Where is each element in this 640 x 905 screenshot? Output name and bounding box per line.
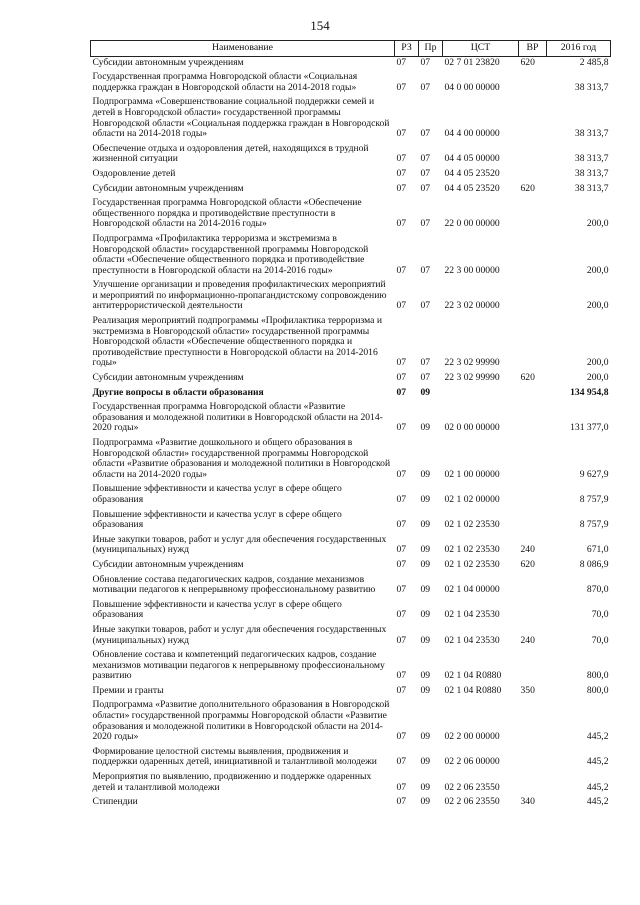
cell-name: Подпрограмма «Совершенствование социальной поддержки семей и детей в Новгородской области» государственной программы Новгородской области «Социальная поддержка граждан в Новгородской области на 2014-2018 годы» (92, 96, 390, 140)
cell-amount: 131 377,0 (570, 422, 609, 434)
cell-cst (443, 387, 519, 402)
cell-vr (519, 699, 547, 745)
cell-vr (519, 483, 547, 508)
cell-name: Иные закупки товаров, работ и услуг для обеспечения государственных (муниципальных) нужд (92, 533, 387, 556)
table-row (91, 599, 611, 624)
table-row (91, 279, 611, 315)
cell-name: Субсидии автономным учреждениям (92, 56, 244, 68)
table-row (91, 233, 611, 279)
cell-vr: 620 (520, 372, 535, 384)
cell-amount: 70,0 (591, 634, 609, 646)
cell-name: Другие вопросы в области образования (92, 386, 264, 398)
cell-amount: 38 313,7 (574, 182, 609, 194)
cell-rz: 07 (396, 264, 407, 276)
cell-cst: 04 4 00 00000 (444, 128, 500, 140)
cell-cst: 02 1 04 23530 (444, 609, 500, 621)
cell-name: Повышение эффективности и качества услуг в сфере общего образования (92, 598, 342, 621)
cell-name: Повышение эффективности и качества услуг в сфере общего образования (92, 483, 342, 505)
cell-rz: 07 (396, 357, 407, 369)
cell-rz: 07 (396, 731, 407, 743)
cell-amount: 2 485,8 (579, 56, 609, 68)
cell-rz: 07 (396, 182, 407, 194)
cell-pr: 09 (420, 670, 431, 682)
cell-rz: 07 (396, 300, 407, 312)
cell-pr: 07 (420, 300, 431, 312)
cell-vr (519, 96, 547, 142)
cell-amount: 38 313,7 (574, 81, 609, 93)
cell-name: Реализация мероприятий подпрограммы «Профилактика терроризма и экстремизма в Новгородской области» государственной программы Новгородской области «Обеспечение общественного порядка и противодействие преступности в Новгородской области на 2014-2016 годы» (92, 315, 382, 369)
cell-pr: 09 (420, 519, 431, 531)
column-header-name: Наименование (91, 41, 395, 57)
table-row (91, 315, 611, 372)
cell-cst: 22 3 02 00000 (444, 300, 500, 312)
cell-rz: 07 (396, 634, 407, 646)
column-header-year: 2016 год (547, 41, 611, 57)
cell-cst: 02 1 04 23530 (444, 634, 500, 646)
cell-name: Обновление состава и компетенций педагогических кадров, создание механизмов мотивации педагогов к непрерывному профессиональному развитию (92, 649, 385, 682)
cell-pr: 09 (420, 558, 431, 570)
column-header-vr: ВР (519, 41, 547, 57)
table-row (91, 183, 611, 198)
cell-cst: 02 1 02 00000 (444, 493, 500, 505)
cell-pr: 09 (420, 796, 431, 808)
cell-rz: 07 (396, 422, 407, 434)
cell-amount: 671,0 (586, 544, 609, 556)
table-row (91, 168, 611, 183)
table-row (91, 509, 611, 534)
column-header-rz: РЗ (395, 41, 419, 57)
cell-rz: 07 (396, 609, 407, 621)
cell-cst: 22 3 00 00000 (444, 264, 500, 276)
table-row (91, 387, 611, 402)
cell-rz: 07 (396, 558, 407, 570)
table-row (91, 56, 611, 71)
cell-pr: 09 (420, 781, 431, 793)
cell-amount: 800,0 (586, 684, 609, 696)
table-row (91, 699, 611, 745)
cell-name: Стипендии (92, 796, 138, 808)
cell-pr: 09 (420, 422, 431, 434)
cell-cst: 02 1 04 R0880 (444, 684, 502, 696)
cell-vr (519, 315, 547, 372)
cell-cst: 02 2 06 00000 (444, 756, 500, 768)
cell-name: Субсидии автономным учреждениям (92, 372, 244, 384)
cell-pr: 09 (420, 493, 431, 505)
cell-cst: 02 2 06 23550 (444, 796, 500, 808)
cell-rz: 07 (396, 81, 407, 93)
table-row (91, 771, 611, 796)
cell-vr: 240 (520, 634, 535, 646)
cell-rz: 07 (396, 756, 407, 768)
cell-pr: 07 (420, 167, 431, 179)
budget-table (90, 40, 611, 811)
cell-vr: 620 (520, 558, 535, 570)
column-header-cst: ЦСТ (443, 41, 519, 57)
cell-vr (519, 649, 547, 685)
cell-cst: 22 3 02 99990 (444, 372, 500, 384)
cell-rz: 07 (396, 796, 407, 808)
cell-rz: 07 (396, 56, 407, 68)
table-row (91, 746, 611, 771)
cell-amount: 200,0 (586, 300, 609, 312)
cell-vr: 620 (520, 182, 535, 194)
cell-cst: 02 2 00 00000 (444, 731, 500, 743)
cell-rz: 07 (396, 684, 407, 696)
cell-cst: 02 7 01 23820 (444, 56, 500, 68)
table-row (91, 649, 611, 685)
cell-amount: 38 313,7 (574, 128, 609, 140)
cell-cst: 02 1 02 23530 (444, 519, 500, 531)
cell-amount: 200,0 (586, 357, 609, 369)
cell-vr (519, 746, 547, 771)
cell-name: Повышение эффективности и качества услуг в сфере общего образования (92, 508, 342, 531)
cell-name: Государственная программа Новгородской области «Социальная поддержка граждан в Новгородской области на 2014-2018 годы» (92, 71, 358, 93)
cell-pr: 07 (420, 56, 431, 68)
table-row (91, 401, 611, 437)
column-header-pr: Пр (419, 41, 443, 57)
cell-amount: 200,0 (586, 218, 609, 230)
cell-rz: 07 (396, 128, 407, 140)
cell-name: Формирование целостной системы выявления, продвижения и поддержки одаренных детей, инициативной и талантливой молодежи (92, 745, 377, 768)
cell-pr: 07 (420, 128, 431, 140)
cell-name: Субсидии автономным учреждениям (92, 182, 244, 194)
cell-amount: 38 313,7 (574, 153, 609, 165)
cell-rz: 07 (396, 519, 407, 531)
cell-pr: 07 (420, 372, 431, 384)
cell-name: Государственная программа Новгородской области «Развитие образования и молодежной политики в Новгородской области на 2014-2020 годы» (92, 401, 383, 434)
cell-vr (519, 771, 547, 796)
cell-amount: 445,2 (586, 731, 609, 743)
cell-cst: 22 0 00 00000 (444, 218, 500, 230)
cell-amount: 870,0 (586, 584, 609, 596)
cell-cst: 04 4 05 23520 (444, 182, 500, 194)
cell-rz: 07 (396, 468, 407, 480)
cell-vr (519, 574, 547, 599)
table-row (91, 574, 611, 599)
cell-pr: 09 (420, 609, 431, 621)
cell-name: Премии и гранты (92, 684, 164, 696)
table-row (91, 437, 611, 483)
cell-vr (519, 168, 547, 183)
cell-rz: 07 (396, 372, 407, 384)
cell-pr: 07 (420, 182, 431, 194)
cell-vr: 340 (520, 796, 535, 808)
cell-rz: 07 (396, 218, 407, 230)
cell-pr: 07 (420, 218, 431, 230)
cell-pr: 09 (420, 544, 431, 556)
cell-amount: 8 086,9 (579, 558, 609, 570)
cell-vr: 620 (520, 56, 535, 68)
cell-rz: 07 (396, 167, 407, 179)
cell-name: Государственная программа Новгородской области «Обеспечение общественного порядка и противодействие преступности в Новгородской области на 2014-2016 годы» (92, 197, 362, 230)
cell-rz: 07 (396, 493, 407, 505)
cell-pr: 09 (420, 584, 431, 596)
table-row (91, 143, 611, 168)
cell-amount: 445,2 (586, 796, 609, 808)
cell-pr: 09 (420, 634, 431, 646)
cell-vr (519, 279, 547, 315)
cell-name: Подпрограмма «Развитие дошкольного и общего образования в Новгородской области» государственной программы Новгородской области «Развитие образования и молодежной политики в Новгородской области на 2014-2020 годы» (92, 437, 391, 480)
table-row (91, 685, 611, 700)
cell-amount: 200,0 (586, 372, 609, 384)
cell-vr (519, 71, 547, 96)
cell-rz: 07 (396, 153, 407, 165)
cell-vr (519, 143, 547, 168)
cell-rz: 07 (396, 386, 407, 398)
cell-amount: 9 627,9 (579, 468, 609, 480)
cell-amount: 70,0 (591, 609, 609, 621)
cell-cst: 04 0 00 00000 (444, 81, 500, 93)
cell-pr: 09 (420, 386, 431, 398)
cell-name: Обеспечение отдыха и оздоровления детей, находящихся в трудной жизненной ситуации (92, 142, 369, 165)
cell-cst: 02 1 02 23530 (444, 544, 500, 556)
page-number: 154 (310, 18, 330, 33)
cell-pr: 07 (420, 153, 431, 165)
cell-vr (519, 401, 547, 437)
table-row (91, 96, 611, 142)
cell-vr: 240 (520, 544, 535, 556)
cell-rz: 07 (396, 584, 407, 596)
cell-name: Подпрограмма «Развитие дополнительного образования в Новгородской области» государственной программы Новгородской области «Развитие образования и молодежной политики в Новгородской области на 2014-2020 годы» (92, 699, 390, 743)
cell-amount: 38 313,7 (574, 167, 609, 179)
cell-cst: 02 0 00 00000 (444, 422, 500, 434)
table-row (91, 624, 611, 649)
cell-vr (519, 197, 547, 233)
cell-vr (519, 233, 547, 279)
cell-vr: 350 (520, 684, 535, 696)
cell-pr: 07 (420, 264, 431, 276)
cell-cst: 02 1 04 00000 (444, 584, 500, 596)
table-row (91, 534, 611, 559)
table-row (91, 197, 611, 233)
cell-name: Субсидии автономным учреждениям (92, 558, 244, 570)
cell-name: Улучшение организации и проведения профилактических мероприятий и мероприятий по информационно-пропагандистскому сопровождению антитеррористической деятельности (92, 279, 387, 312)
cell-pr: 09 (420, 731, 431, 743)
cell-amount: 445,2 (586, 781, 609, 793)
cell-name: Подпрограмма «Профилактика терроризма и экстремизма в Новгородской области» государственной программы Новгородской области «Обеспечение общественного порядка и противодействие преступности в Новгородской области на 2014-2016 годы» (92, 232, 369, 276)
table-row (91, 559, 611, 574)
cell-cst: 02 1 04 R0880 (444, 670, 502, 682)
cell-amount: 200,0 (586, 264, 609, 276)
cell-name: Иные закупки товаров, работ и услуг для обеспечения государственных (муниципальных) нужд (92, 623, 387, 646)
cell-rz: 07 (396, 670, 407, 682)
cell-cst: 22 3 02 99990 (444, 357, 500, 369)
table-body (91, 56, 611, 811)
cell-cst: 04 4 05 23520 (444, 167, 500, 179)
cell-vr (519, 387, 547, 402)
cell-cst: 04 4 05 00000 (444, 153, 500, 165)
cell-vr (519, 437, 547, 483)
cell-amount: 134 954,8 (570, 386, 609, 398)
cell-amount: 445,2 (586, 756, 609, 768)
cell-vr (519, 509, 547, 534)
cell-pr: 09 (420, 684, 431, 696)
cell-rz: 07 (396, 544, 407, 556)
cell-name: Обновление состава педагогических кадров, создание механизмов мотивации педагогов к непрерывному профессиональному развитию (92, 573, 376, 596)
table-row (91, 483, 611, 508)
cell-vr (519, 599, 547, 624)
table-row (91, 372, 611, 387)
cell-cst: 02 1 02 23530 (444, 558, 500, 570)
table-row (91, 796, 611, 811)
cell-pr: 07 (420, 81, 431, 93)
table-header (91, 41, 611, 57)
cell-pr: 09 (420, 468, 431, 480)
cell-name: Мероприятия по выявлению, продвижению и поддержке одаренных детей и талантливой молодежи (92, 771, 372, 793)
cell-amount: 800,0 (586, 670, 609, 682)
cell-cst: 02 1 00 00000 (444, 468, 500, 480)
cell-rz: 07 (396, 781, 407, 793)
cell-name: Оздоровление детей (92, 167, 176, 179)
table-row (91, 71, 611, 96)
cell-pr: 09 (420, 756, 431, 768)
cell-amount: 8 757,9 (579, 493, 609, 505)
cell-amount: 8 757,9 (579, 519, 609, 531)
cell-pr: 07 (420, 357, 431, 369)
cell-cst: 02 2 06 23550 (444, 781, 500, 793)
